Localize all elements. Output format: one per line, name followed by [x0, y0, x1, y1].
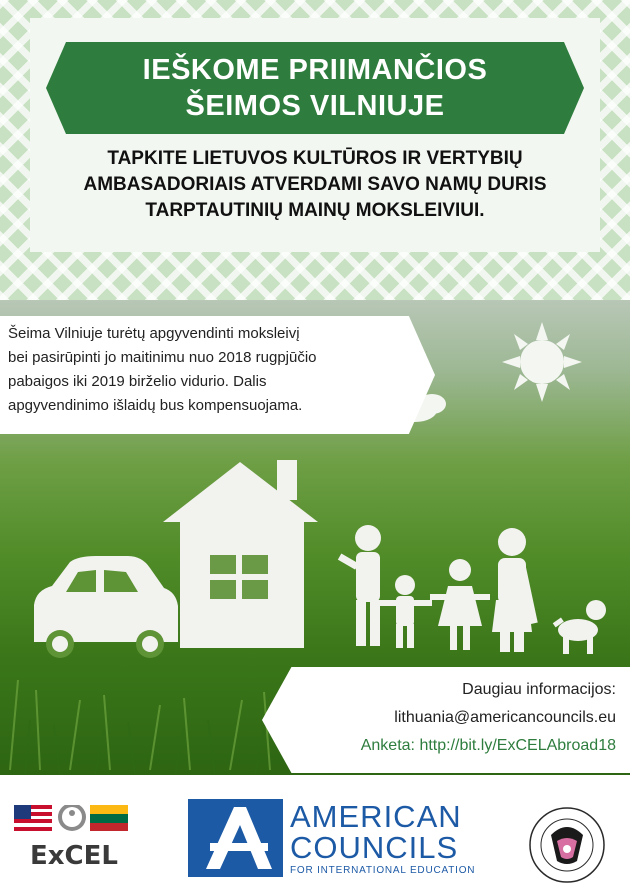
logo-footer: [0, 775, 630, 890]
ac-tagline: FOR INTERNATIONAL EDUCATION: [290, 865, 476, 876]
info-line-3: pabaigos iki 2019 birželio vidurio. Dalis: [8, 373, 267, 390]
american-councils-name: [290, 801, 490, 863]
info-text: [8, 322, 413, 418]
title-ribbon: [66, 42, 564, 134]
people-circle-icon: [58, 805, 86, 831]
contact-info: [276, 676, 616, 760]
subtitle-line-1: TAPKITE LIETUVOS KULTŪROS IR VERTYBIŲ: [107, 148, 523, 169]
info-line-1: Šeima Vilniuje turėtų apgyvendinti moksleivį: [8, 325, 300, 342]
subtitle-line-3: TARPTAUTINIŲ MAINŲ MOKSLEIVIUI.: [145, 200, 485, 221]
lithuania-flag-icon: [90, 805, 128, 831]
ac-name-line-2: COUNCILS: [290, 830, 459, 865]
contact-email-link[interactable]: lithuania@americancouncils.eu: [394, 709, 616, 726]
kazickas-foundation-seal: [527, 805, 607, 885]
ac-name-line-1: AMERICAN: [290, 799, 462, 834]
american-councils-mark: [188, 799, 283, 877]
subtitle-line-2: AMBASADORIAIS ATVERDAMI SAVO NAMŲ DURIS: [83, 174, 547, 195]
subtitle: [40, 146, 590, 224]
us-flag-icon: [14, 805, 52, 831]
title-line-1: IEŠKOME PRIIMANČIOS: [142, 54, 488, 86]
contact-heading: Daugiau informacijos:: [462, 681, 616, 698]
excel-wordmark: ExCEL: [30, 841, 118, 871]
info-line-4: apgyvendinimo išlaidų bus kompensuojama.: [8, 397, 303, 414]
family-icon: [338, 525, 538, 652]
info-line-2: bei pasirūpinti jo maitinimu nuo 2018 rugpjūčio: [8, 349, 317, 366]
dog-icon: [553, 600, 606, 654]
application-form-link[interactable]: Anketa: http://bit.ly/ExCELAbroad18: [360, 737, 616, 754]
sun-icon: [502, 322, 582, 402]
car-icon: [34, 556, 178, 642]
house-icon: [163, 460, 318, 648]
title-line-2: ŠEIMOS VILNIUJE: [185, 90, 445, 122]
